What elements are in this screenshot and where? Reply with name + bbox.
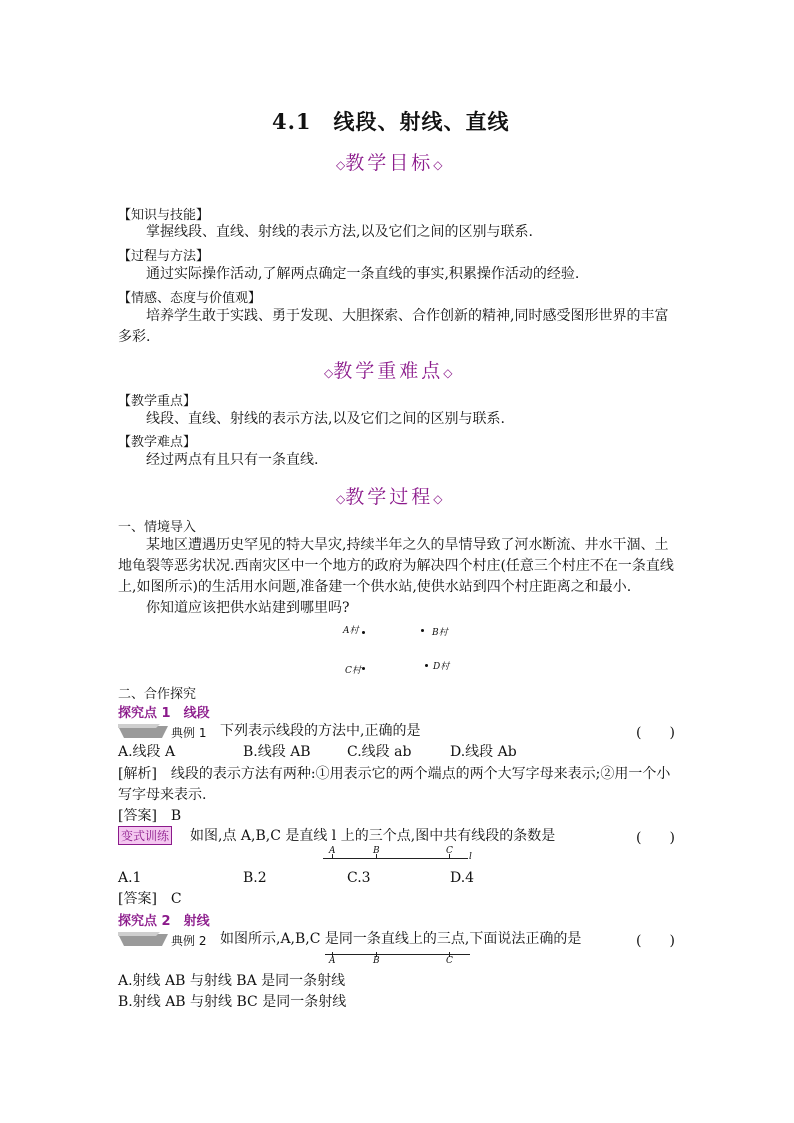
village-d-label: D村: [433, 662, 450, 672]
section-heading-1: 一、情境导入: [118, 520, 197, 535]
village-a-point: [362, 631, 365, 634]
banner-key-text: 教学重难点: [333, 360, 444, 382]
diamond-icon: ◇: [433, 492, 443, 506]
page-title: 4.1 线段、射线、直线: [272, 109, 510, 134]
variant-answer: [答案] C: [118, 891, 182, 907]
diamond-icon: ◇: [433, 158, 443, 172]
section-banner-goals: [336, 148, 442, 175]
variant-training-badge: 变式训练: [118, 826, 172, 845]
variant-option-a: A.1: [118, 870, 142, 886]
village-b-label: B村: [432, 628, 448, 638]
point-a-label: A: [329, 956, 336, 966]
village-c-label: C村: [345, 666, 361, 676]
variant-option-b: B.2: [243, 870, 267, 886]
process-tag: 【过程与方法】: [118, 249, 210, 264]
example-1-question: 下列表示线段的方法中,正确的是: [220, 723, 421, 739]
diamond-icon: ◇: [336, 158, 346, 172]
diamond-icon: ◇: [443, 366, 453, 380]
point-c-label: C: [446, 846, 453, 856]
example-1-option-a: A.线段 A: [118, 744, 176, 760]
banner-process-text: 教学过程: [345, 486, 434, 508]
example-1-label: 典例 1: [171, 726, 207, 740]
explore-point-1: 探究点 1 线段: [118, 706, 210, 721]
paragraph-line-2: 地龟裂等恶劣状况.西南灾区中一个地方的政府为解决四个村庄(任意三个村庄不在一条直线: [118, 558, 674, 574]
line-l: [323, 858, 468, 859]
example-badge-icon: [118, 932, 168, 948]
example-2-option-b: B.射线 AB 与射线 BC 是同一条射线: [118, 994, 347, 1010]
example-1-option-c: C.线段 ab: [347, 744, 412, 760]
village-d-point: [425, 664, 428, 667]
point-a-label: A: [329, 846, 336, 856]
example-1-answer: [答案] B: [118, 808, 182, 824]
knowledge-text: 掌握线段、直线、射线的表示方法,以及它们之间的区别与联系.: [146, 224, 533, 240]
section-banner-process: [336, 482, 442, 509]
paragraph-line-1: 某地区遭遇历史罕见的特大旱灾,持续半年之久的旱情导致了河水断流、井水干涸、土: [146, 537, 669, 553]
example-2-paren: ( ): [636, 933, 675, 949]
key-text: 线段、直线、射线的表示方法,以及它们之间的区别与联系.: [146, 411, 505, 427]
paragraph-line-3: 上,如图所示)的生活用水问题,准备建一个供水站,使供水站到四个村庄距离之和最小.: [118, 579, 632, 595]
example-2-option-a: A.射线 AB 与射线 BA 是同一条射线: [118, 973, 346, 989]
diamond-icon: ◇: [336, 492, 346, 506]
variant-paren: ( ): [636, 830, 675, 846]
example-1-analysis-1: [解析] 线段的表示方法有两种:①用表示它的两个端点的两个大写字母来表示;②用一个小: [118, 766, 671, 782]
emotion-text-2: 多彩.: [118, 329, 151, 345]
process-text: 通过实际操作活动,了解两点确定一条直线的事实,积累操作活动的经验.: [146, 266, 580, 282]
line-l-label: l: [469, 852, 472, 862]
difficulty-text: 经过两点有且只有一条直线.: [146, 452, 319, 468]
example-1-option-d: D.线段 Ab: [450, 744, 517, 760]
knowledge-tag: 【知识与技能】: [118, 208, 210, 223]
variant-question: 如图,点 A,B,C 是直线 l 上的三个点,图中共有线段的条数是: [190, 828, 556, 844]
village-c-point: [362, 667, 365, 670]
example-1-option-b: B.线段 AB: [243, 744, 311, 760]
point-b-label: B: [373, 846, 380, 856]
example-badge-icon: [118, 724, 168, 740]
emotion-text-1: 培养学生敢于实践、勇于发现、大胆探索、合作创新的精神,同时感受图形世界的丰富: [146, 308, 669, 324]
paragraph-line-4: 你知道应该把供水站建到哪里吗?: [146, 600, 350, 616]
variant-option-d: D.4: [450, 870, 475, 886]
difficulty-tag: 【教学难点】: [118, 435, 197, 450]
village-b-point: [421, 629, 424, 632]
section-banner-key: [324, 356, 452, 383]
section-heading-2: 二、合作探究: [118, 687, 197, 702]
banner-goals-text: 教学目标: [345, 152, 434, 174]
point-b-label: B: [373, 956, 380, 966]
example-2-label: 典例 2: [171, 934, 207, 948]
example-1-paren: ( ): [636, 725, 675, 741]
explore-point-2: 探究点 2 射线: [118, 914, 210, 929]
key-tag: 【教学重点】: [118, 394, 197, 409]
emotion-tag: 【情感、态度与价值观】: [118, 291, 262, 306]
example-2-question: 如图所示,A,B,C 是同一条直线上的三点,下面说法正确的是: [220, 931, 582, 947]
village-a-label: A村: [343, 626, 359, 636]
variant-option-c: C.3: [347, 870, 371, 886]
point-c-label: C: [446, 956, 453, 966]
example-1-analysis-2: 写字母来表示.: [118, 787, 207, 803]
diamond-icon: ◇: [324, 366, 334, 380]
